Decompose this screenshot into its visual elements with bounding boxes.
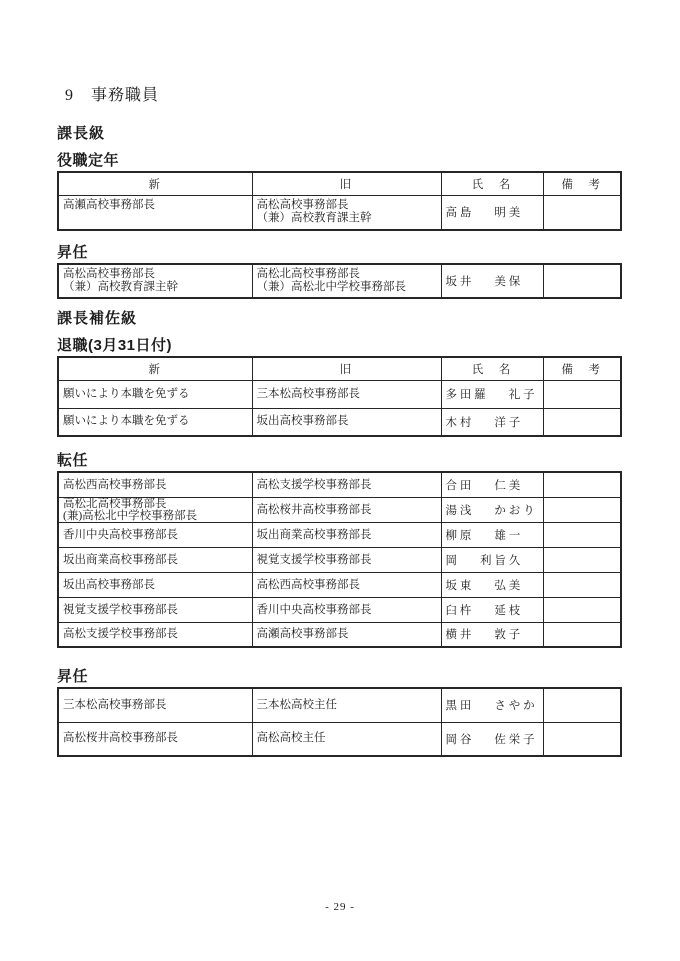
- cell-line: 坂出商業高校事務部長: [63, 553, 178, 566]
- table-row: [58, 597, 621, 622]
- table-row: [58, 622, 621, 647]
- document-content: [57, 86, 620, 757]
- cell-new: [58, 522, 252, 547]
- cell-line: 三本松高校事務部長: [63, 698, 167, 711]
- cell-line: 願いにより本職を免ずる: [63, 415, 190, 428]
- header-cell-old: 旧: [252, 357, 441, 381]
- cell-line: 視覚支援学校事務部長: [256, 553, 372, 566]
- cell-line: 高松桜井高校事務部長: [63, 732, 178, 745]
- cell-line: （兼）高校教育課主幹: [256, 212, 372, 224]
- cell-name: 坂 井 美 保: [441, 264, 543, 298]
- cell-line: 三本松高校事務部長: [256, 387, 360, 400]
- cell-old: [252, 472, 441, 497]
- table-row: [58, 380, 621, 408]
- subsection-label: 転任: [57, 452, 89, 469]
- cell-remarks: [543, 622, 621, 647]
- cell-line: 高松西高校事務部長: [63, 478, 167, 491]
- header-cell-old: 旧: [252, 172, 441, 196]
- table-header-row: [58, 357, 621, 381]
- cell-remarks: [543, 547, 621, 572]
- cell-new: [58, 597, 252, 622]
- cell-new: [58, 380, 252, 408]
- rank-heading: 課長補佐級: [57, 309, 138, 327]
- cell-line: 高松高校事務部長: [256, 199, 349, 211]
- cell-name: 岡 利 旨 久: [441, 547, 543, 572]
- cell-new: [58, 688, 252, 722]
- cell-old: [252, 522, 441, 547]
- cell-remarks: [543, 196, 621, 230]
- cell-remarks: [543, 572, 621, 597]
- cell-old: [252, 408, 441, 436]
- cell-name: 岡 谷 佐 栄 子: [441, 722, 543, 756]
- cell-old: [252, 196, 441, 230]
- cell-old: [252, 597, 441, 622]
- table-row: [58, 196, 621, 230]
- cell-name: 木 村 洋 子: [441, 408, 543, 436]
- cell-line: 願いにより本職を免ずる: [63, 387, 190, 400]
- rank-heading: 課長級: [57, 125, 106, 142]
- cell-new: [58, 408, 252, 436]
- cell-name: 多 田 羅 礼 子: [441, 380, 543, 408]
- cell-line: 坂出高校事務部長: [256, 415, 349, 428]
- cell-name: 横 井 敦 子: [441, 622, 543, 647]
- table-header-row: [58, 172, 621, 196]
- subsection-label: 昇任: [57, 243, 89, 261]
- cell-line: 高松支援学校事務部長: [256, 478, 372, 491]
- cell-line: 香川中央高校事務部長: [256, 603, 372, 616]
- cell-old: [252, 380, 441, 408]
- cell-line: 三本松高校主任: [256, 698, 337, 711]
- cell-line: 坂出商業高校事務部長: [256, 528, 372, 541]
- cell-old: [252, 622, 441, 647]
- cell-old: [252, 497, 441, 522]
- subsection-label: 役職定年: [57, 152, 120, 169]
- cell-name: 合 田 仁 美: [441, 472, 543, 497]
- personnel-table: [57, 356, 622, 438]
- cell-line: 高松支援学校事務部長: [63, 628, 178, 641]
- cell-line: 坂出高校事務部長: [63, 578, 155, 591]
- header-cell-remarks: 備 考: [543, 172, 621, 196]
- table-row: [58, 688, 621, 722]
- cell-remarks: [543, 264, 621, 298]
- cell-remarks: [543, 408, 621, 436]
- cell-old: [252, 688, 441, 722]
- personnel-table: [57, 687, 622, 757]
- table-row: [58, 264, 621, 298]
- cell-remarks: [543, 688, 621, 722]
- cell-line: 高瀬高校事務部長: [63, 199, 155, 211]
- cell-old: [252, 572, 441, 597]
- cell-remarks: [543, 522, 621, 547]
- cell-new: [58, 722, 252, 756]
- header-cell-remarks: 備 考: [543, 357, 621, 381]
- cell-new: [58, 196, 252, 230]
- header-cell-name: 氏 名: [441, 172, 543, 196]
- cell-name: 高 島 明 美: [441, 196, 543, 230]
- doc-title: 9 事務職員: [65, 87, 160, 104]
- cell-name: 湯 浅 か お り: [441, 497, 543, 522]
- cell-line: 高松北高校事務部長: [256, 267, 360, 280]
- cell-new: [58, 472, 252, 497]
- header-cell-new: 新: [58, 357, 252, 381]
- cell-old: [252, 722, 441, 756]
- cell-old: [252, 264, 441, 298]
- cell-line: 香川中央高校事務部長: [63, 528, 178, 541]
- table-row: [58, 497, 621, 522]
- cell-line: （兼）高松北中学校事務部長: [256, 280, 406, 293]
- cell-line: 高松桜井高校事務部長: [256, 503, 372, 516]
- cell-new: [58, 264, 252, 298]
- cell-remarks: [543, 497, 621, 522]
- cell-line: 高松高校事務部長: [63, 267, 155, 280]
- cell-new: [58, 547, 252, 572]
- table-row: [58, 522, 621, 547]
- personnel-table: [57, 471, 622, 648]
- cell-new: [58, 572, 252, 597]
- subsection-label: 昇任: [57, 668, 89, 685]
- table-row: [58, 408, 621, 436]
- cell-remarks: [543, 597, 621, 622]
- cell-line: 高瀬高校事務部長: [256, 628, 349, 641]
- cell-new: [58, 497, 252, 522]
- header-cell-name: 氏 名: [441, 357, 543, 381]
- cell-old: [252, 547, 441, 572]
- table-row: [58, 472, 621, 497]
- cell-line: (兼)高松北中学校事務部長: [63, 509, 198, 522]
- personnel-table: [57, 263, 622, 299]
- cell-name: 坂 東 弘 美: [441, 572, 543, 597]
- table-row: [58, 722, 621, 756]
- personnel-table: [57, 171, 622, 231]
- cell-line: 高松北高校事務部長: [63, 497, 167, 510]
- cell-name: 黒 田 さ や か: [441, 688, 543, 722]
- cell-remarks: [543, 380, 621, 408]
- cell-remarks: [543, 472, 621, 497]
- cell-new: [58, 622, 252, 647]
- cell-line: 視覚支援学校事務部長: [63, 603, 178, 616]
- table-row: [58, 572, 621, 597]
- subsection-label: 退職(3月31日付): [57, 336, 173, 354]
- cell-line: 高松西高校事務部長: [256, 578, 360, 591]
- header-cell-new: 新: [58, 172, 252, 196]
- cell-name: 臼 杵 延 枝: [441, 597, 543, 622]
- cell-remarks: [543, 722, 621, 756]
- cell-line: 高松高校主任: [256, 732, 326, 745]
- cell-name: 柳 原 雄 一: [441, 522, 543, 547]
- sections-container: [57, 124, 620, 757]
- page-number: - 29 -: [325, 901, 355, 913]
- cell-line: （兼）高校教育課主幹: [63, 280, 178, 293]
- table-row: [58, 547, 621, 572]
